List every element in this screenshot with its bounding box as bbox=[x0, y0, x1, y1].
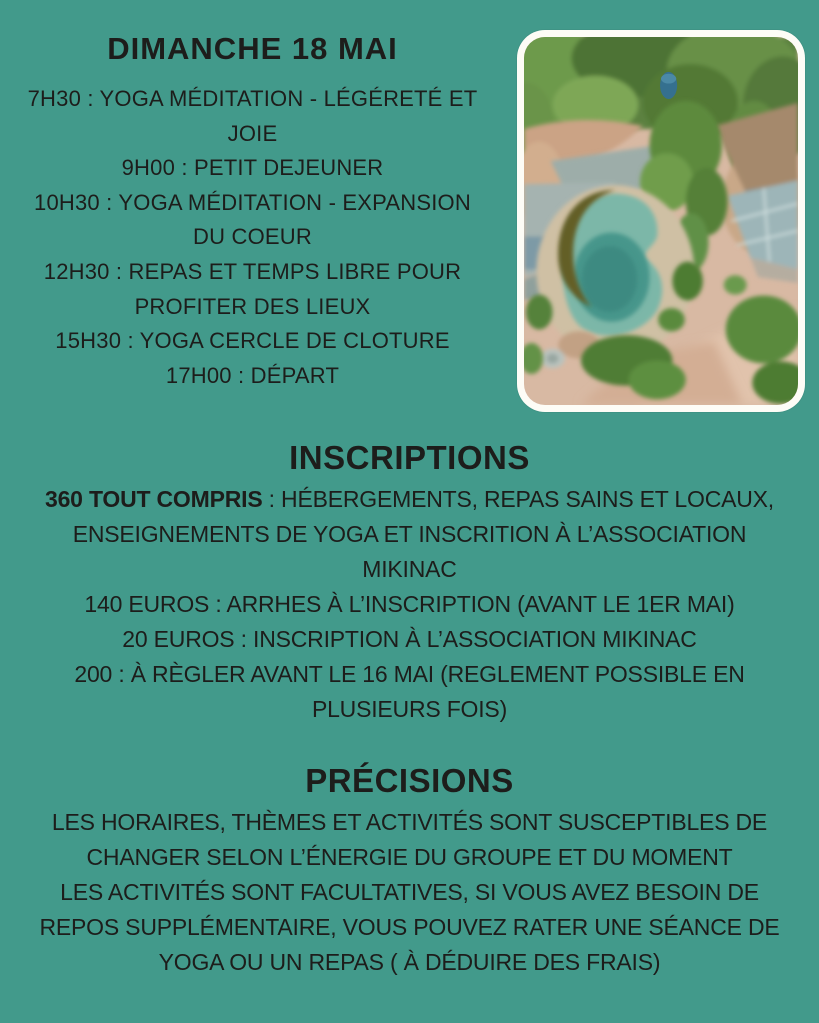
text-line: JOIE bbox=[227, 120, 278, 146]
text-line: 12H30 : REPAS ET TEMPS LIBRE POUR bbox=[43, 258, 462, 284]
text-line: PLUSIEURS FOIS) bbox=[311, 696, 508, 722]
text-line: 17H00 : DÉPART bbox=[165, 362, 340, 388]
text-line: REPOS SUPPLÉMENTAIRE, VOUS POUVEZ RATER UNE SÉANCE DE bbox=[39, 914, 780, 940]
text-line: LES HORAIRES, THÈMES ET ACTIVITÉS SONT SUSCEPTIBLES DE bbox=[51, 809, 768, 835]
text-line: 9H00 : PETIT DEJEUNER bbox=[121, 155, 384, 181]
schedule-block bbox=[0, 30, 505, 393]
precisions-section bbox=[0, 763, 819, 980]
text-line: 15H30 : YOGA CERCLE DE CLOTURE bbox=[55, 328, 450, 354]
text-line: PROFITER DES LIEUX bbox=[134, 293, 371, 319]
text-line: 200 : À RÈGLER AVANT LE 16 MAI (REGLEMENT POSSIBLE EN bbox=[74, 661, 745, 687]
text-line: YOGA OU UN REPAS ( À DÉDUIRE DES FRAIS) bbox=[158, 949, 661, 975]
text-line: CHANGER SELON L’ÉNERGIE DU GROUPE ET DU MOMENT bbox=[86, 844, 733, 870]
aerial-photo-frame bbox=[517, 30, 805, 412]
aerial-photo bbox=[524, 37, 798, 405]
text-line: MIKINAC bbox=[362, 556, 457, 582]
text-line: 10H30 : YOGA MÉDITATION - EXPANSION bbox=[34, 189, 471, 215]
text-line: DU COEUR bbox=[193, 224, 312, 250]
precisions-body bbox=[0, 805, 819, 980]
top-row bbox=[0, 0, 819, 418]
precisions-title: PRÉCISIONS bbox=[305, 762, 514, 799]
text-line: 360 TOUT COMPRIS : HÉBERGEMENTS, REPAS SAINS ET LOCAUX, bbox=[44, 486, 774, 512]
text-line: 7H30 : YOGA MÉDITATION - LÉGÉRETÉ ET bbox=[27, 86, 478, 111]
aerial-photo-illustration bbox=[524, 37, 798, 405]
schedule-title: DIMANCHE 18 MAI bbox=[107, 31, 398, 66]
inscriptions-title: INSCRIPTIONS bbox=[289, 439, 530, 476]
schedule-lines bbox=[0, 82, 505, 393]
text-line: LES ACTIVITÉS SONT FACULTATIVES, SI VOUS AVEZ BESOIN DE bbox=[60, 879, 759, 905]
text-line: 20 EUROS : INSCRIPTION À L’ASSOCIATION MIKINAC bbox=[122, 626, 697, 652]
inscriptions-section bbox=[0, 440, 819, 727]
text-line: ENSEIGNEMENTS DE YOGA ET INSCRITION À L’ASSOCIATION bbox=[72, 521, 747, 547]
inscriptions-body bbox=[0, 482, 819, 727]
text-line: 140 EUROS : ARRHES À L’INSCRIPTION (AVANT LE 1ER MAI) bbox=[84, 591, 735, 617]
